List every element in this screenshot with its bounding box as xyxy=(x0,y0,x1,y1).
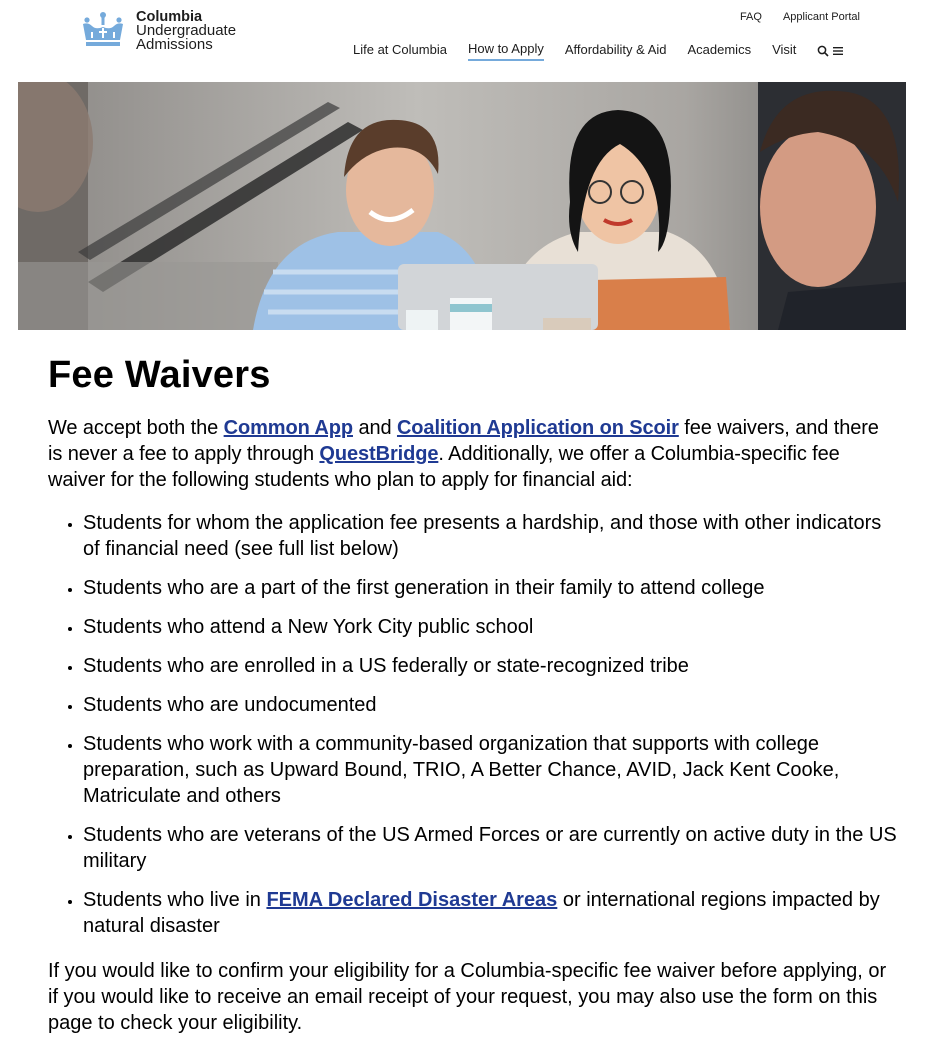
nav-academics[interactable]: Academics xyxy=(687,42,752,57)
questbridge-link[interactable]: QuestBridge xyxy=(319,443,439,465)
outro-paragraph: If you would like to confirm your eligibility for a Columbia-specific fee waiver before applying, or if you would like to receive an email receipt of your request, you may also use the form on this page to check your eligibility. xyxy=(48,960,887,1034)
nav-affordability-aid[interactable]: Affordability & Aid xyxy=(564,42,667,57)
nav-how-to-apply[interactable]: How to Apply xyxy=(468,41,544,61)
common-app-link[interactable]: Common App xyxy=(223,417,353,439)
crown-icon xyxy=(80,10,126,52)
logo-wordmark xyxy=(136,10,236,52)
intro-text-1: We accept both the xyxy=(48,417,224,439)
nav-icons xyxy=(817,45,844,57)
list-item: • Students who are a part of the first generation in their family to attend college xyxy=(83,575,898,601)
main-nav xyxy=(353,41,844,61)
fema-disaster-areas-link[interactable]: FEMA Declared Disaster Areas xyxy=(266,889,558,911)
list-item: • Students for whom the application fee presents a hardship, and those with other indicators of financial need (see full list below) xyxy=(83,510,898,562)
menu-icon[interactable] xyxy=(832,45,844,57)
page-title: Fee Waivers xyxy=(48,354,271,396)
students-photo xyxy=(18,82,906,330)
intro-text-4: . Additionally, we offer a Columbia-specific fee waiver for the following students who plan to apply for financial aid: xyxy=(48,443,840,491)
list-item: • Students who attend a New York City public school xyxy=(83,614,898,640)
nav-life-at-columbia[interactable]: Life at Columbia xyxy=(353,42,447,57)
columbia-logo[interactable] xyxy=(80,10,236,52)
intro-paragraph xyxy=(48,415,898,493)
list-item: • Students who are enrolled in a US federally or state-recognized tribe xyxy=(83,653,898,679)
list-item: • Students who are undocumented xyxy=(83,692,898,718)
main-content xyxy=(48,352,898,1036)
eligibility-list xyxy=(48,510,898,939)
list-item-text-2: or international regions impacted by natural disaster xyxy=(83,889,880,937)
list-item xyxy=(83,887,898,939)
logo-line-2: Undergraduate xyxy=(136,22,237,39)
applicant-portal-link[interactable]: Applicant Portal xyxy=(782,11,860,23)
faq-link[interactable]: FAQ xyxy=(739,11,762,23)
intro-text-3: fee waivers, and there is never a fee to apply through xyxy=(48,417,879,465)
logo-line-3: Admissions xyxy=(136,36,213,53)
intro-text-2: and xyxy=(352,417,397,439)
list-item: • Students who work with a community-based organization that supports with college preparation, such as Upward Bound, TRIO, A Better Chance, AVID, Jack Kent Cooke, Matriculate and others xyxy=(83,731,898,809)
search-icon[interactable] xyxy=(817,45,829,57)
logo-line-1: Columbia xyxy=(136,9,203,25)
site-header xyxy=(0,0,928,82)
hero-image xyxy=(18,82,906,330)
nav-visit[interactable]: Visit xyxy=(772,42,797,57)
list-item-text-1: Students who live in xyxy=(83,889,267,911)
utility-nav xyxy=(740,11,860,23)
coalition-scoir-link[interactable]: Coalition Application on Scoir xyxy=(396,417,679,439)
list-item: • Students who are veterans of the US Armed Forces or are currently on active duty in the US military xyxy=(83,822,898,874)
